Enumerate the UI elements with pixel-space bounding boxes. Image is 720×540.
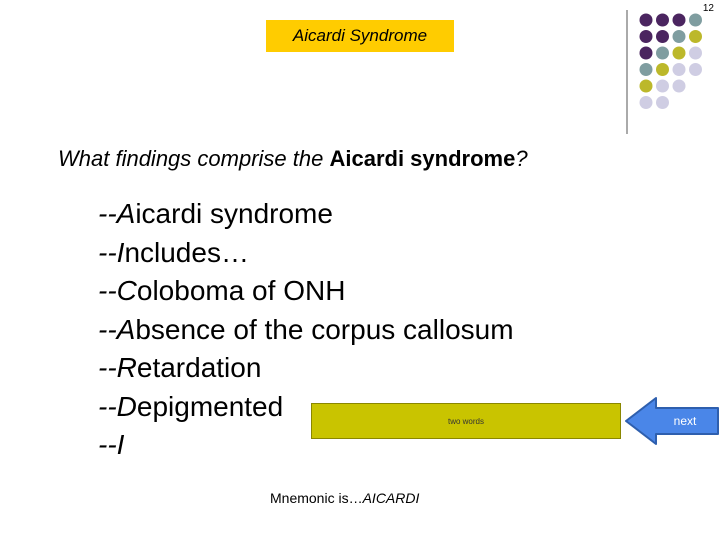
bullet-text: ncludes… [124,236,249,268]
bullet-text: bsence of the corpus callosum [135,313,514,345]
hint-box[interactable] [311,403,621,439]
decorative-dot [673,14,686,27]
mnemonic-prefix: Mnemonic is… [270,490,363,506]
decorative-dot [640,30,653,43]
slide-title-text: Aicardi Syndrome [292,26,428,45]
decorative-dot [656,14,669,27]
decorative-dot [673,47,686,60]
decorative-dot [656,63,669,76]
decorative-dot [673,63,686,76]
bullet-item [98,195,514,234]
next-button-label: next [673,414,697,428]
decorative-dot [673,30,686,43]
decorative-dot [640,14,653,27]
decorative-dot [656,30,669,43]
question-suffix: ? [515,146,528,171]
hint-text: two words [447,416,484,426]
next-button[interactable] [624,396,720,446]
question-bold: Aicardi syndrome [329,146,516,171]
decorative-dot [689,30,702,43]
decorative-dot [689,63,702,76]
bullet-lead: --A [98,198,136,229]
decorative-dot [689,14,702,27]
dot-grid-decoration [626,10,720,134]
mnemonic-acronym: AICARDI [362,490,420,506]
decorative-dot [640,47,653,60]
bullet-lead: --R [98,352,137,383]
decorative-dot [656,47,669,60]
bullet-text: etardation [136,352,262,383]
bullet-text: icardi syndrome [135,198,333,229]
bullet-item [98,234,514,273]
bullet-item [98,272,514,311]
question-prefix: What findings comprise the [58,146,330,171]
question-text [58,146,528,172]
bullet-text: epigmented [136,390,284,422]
decorative-dot [640,80,653,93]
bullet-item [98,311,514,350]
bullet-text: oloboma of ONH [136,275,346,306]
decorative-dot [656,96,669,109]
bullet-lead: --C [98,275,137,306]
bullet-lead: --I [98,236,125,268]
decorative-dot [656,80,669,93]
slide-title [266,20,454,52]
decorative-dot [673,80,686,93]
bullet-lead: --A [98,313,136,345]
decorative-dot [640,96,653,109]
decorative-dot [689,47,702,60]
mnemonic-text [270,490,419,506]
page-number: 12 [702,3,714,14]
bullet-lead: --I [98,429,125,460]
bullet-lead: --D [98,390,137,422]
decorative-dot [640,63,653,76]
bullet-item [98,349,514,388]
